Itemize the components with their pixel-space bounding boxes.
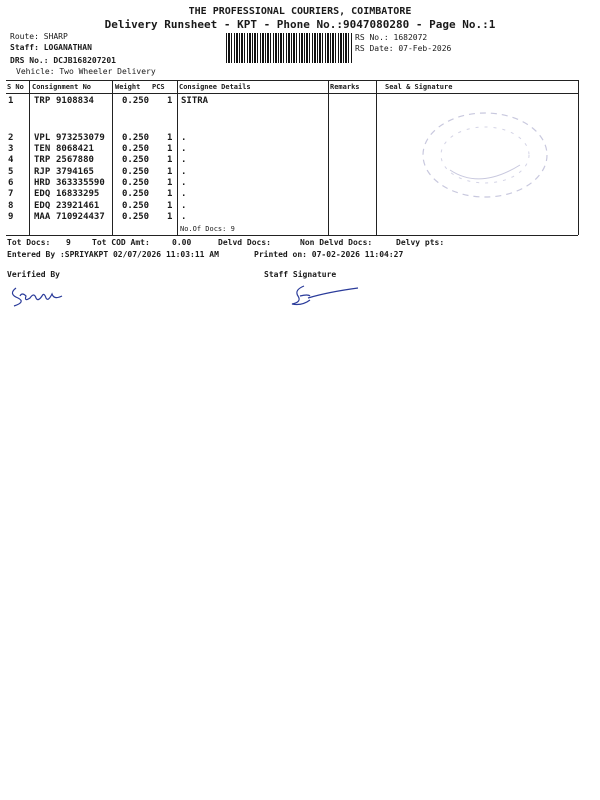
cell-consignee: . [181, 133, 187, 143]
header-seal: Seal & Signature [385, 83, 453, 91]
route-label: Route: SHARP [10, 32, 68, 41]
cell-weight: 0.250 [122, 133, 150, 143]
cell-consignment: 23921461 [56, 201, 100, 211]
cell-weight: 0.250 [122, 178, 150, 188]
cell-sno: 2 [8, 133, 14, 143]
cell-code: HRD [34, 178, 51, 188]
rs-date: RS Date: 07-Feb-2026 [355, 44, 452, 53]
non-delvd-docs-label: Non Delvd Docs: [300, 238, 373, 247]
delvy-pts-label: Delvy pts: [396, 238, 445, 247]
header-pcs: PCS [152, 83, 165, 91]
cell-code: MAA [34, 212, 51, 222]
header-weight: Weight [115, 83, 141, 91]
barcode [226, 33, 352, 63]
cell-consignment: 363335590 [56, 178, 105, 188]
table-row [0, 212, 600, 223]
drs-number: DRS No.: DCJB168207201 [10, 56, 116, 65]
cell-consignment: 9108834 [56, 96, 94, 106]
rs-number: RS No.: 1682072 [355, 33, 428, 42]
cell-code: EDQ [34, 201, 51, 211]
staff-signature-label: Staff Signature [264, 270, 337, 279]
cell-consignee: . [181, 189, 187, 199]
no-of-docs: No.Of Docs: 9 [180, 225, 235, 233]
cell-pcs: 1 [167, 96, 173, 106]
staff-signature-icon [288, 280, 364, 308]
tot-cod-value: 0.00 [172, 238, 192, 247]
cell-consignment: 16833295 [56, 189, 100, 199]
company-title: THE PROFESSIONAL COURIERS, COIMBATORE [188, 6, 412, 17]
seal-stamp-icon [410, 100, 560, 210]
cell-pcs: 1 [167, 155, 173, 165]
cell-code: TRP [34, 155, 51, 165]
tot-docs-value: 9 [66, 238, 71, 247]
cell-consignment: 8068421 [56, 144, 94, 154]
cell-consignment: 2567880 [56, 155, 94, 165]
cell-sno: 4 [8, 155, 14, 165]
verified-by-label: Verified By [7, 270, 60, 279]
cell-consignee: . [181, 144, 187, 154]
cell-consignment: 710924437 [56, 212, 105, 222]
cell-sno: 3 [8, 144, 14, 154]
runsheet-subtitle: Delivery Runsheet - KPT - Phone No.:9047080280 - Page No.:1 [104, 18, 496, 31]
cell-code: TRP [34, 96, 51, 106]
cell-pcs: 1 [167, 201, 173, 211]
header-sno: S No [7, 83, 24, 91]
cell-weight: 0.250 [122, 144, 150, 154]
cell-weight: 0.250 [122, 189, 150, 199]
cell-sno: 7 [8, 189, 14, 199]
cell-consignment: 3794165 [56, 167, 94, 177]
cell-weight: 0.250 [122, 96, 150, 106]
verifier-signature-icon [8, 282, 70, 308]
cell-sno: 1 [8, 96, 14, 106]
cell-pcs: 1 [167, 178, 173, 188]
cell-pcs: 1 [167, 212, 173, 222]
tot-docs-label: Tot Docs: [7, 238, 51, 247]
entered-by: Entered By :SPRIYAKPT 02/07/2026 11:03:11 AM [7, 250, 219, 259]
cell-sno: 6 [8, 178, 14, 188]
cell-weight: 0.250 [122, 212, 150, 222]
cell-code: RJP [34, 167, 51, 177]
cell-sno: 9 [8, 212, 14, 222]
header-remarks: Remarks [330, 83, 360, 91]
header-consignee: Consignee Details [179, 83, 251, 91]
cell-consignee: . [181, 178, 187, 188]
delvd-docs-label: Delvd Docs: [218, 238, 271, 247]
cell-code: EDQ [34, 189, 51, 199]
cell-consignee: SITRA [181, 96, 209, 106]
printed-on: Printed on: 07-02-2026 11:04:27 [254, 250, 404, 259]
header-consignment: Consignment No [32, 83, 92, 91]
cell-sno: 8 [8, 201, 14, 211]
cell-consignee: . [181, 167, 187, 177]
cell-consignee: . [181, 155, 187, 165]
cell-weight: 0.250 [122, 201, 150, 211]
tot-cod-label: Tot COD Amt: [92, 238, 150, 247]
cell-consignment: 973253079 [56, 133, 105, 143]
cell-pcs: 1 [167, 167, 173, 177]
cell-pcs: 1 [167, 189, 173, 199]
staff-label: Staff: LOGANATHAN [10, 43, 92, 52]
cell-code: VPL [34, 133, 51, 143]
cell-consignee: . [181, 201, 187, 211]
cell-weight: 0.250 [122, 155, 150, 165]
cell-code: TEN [34, 144, 51, 154]
cell-weight: 0.250 [122, 167, 150, 177]
cell-pcs: 1 [167, 144, 173, 154]
cell-pcs: 1 [167, 133, 173, 143]
cell-sno: 5 [8, 167, 14, 177]
vehicle-label: Vehicle: Two Wheeler Delivery [16, 67, 156, 76]
cell-consignee: . [181, 212, 187, 222]
